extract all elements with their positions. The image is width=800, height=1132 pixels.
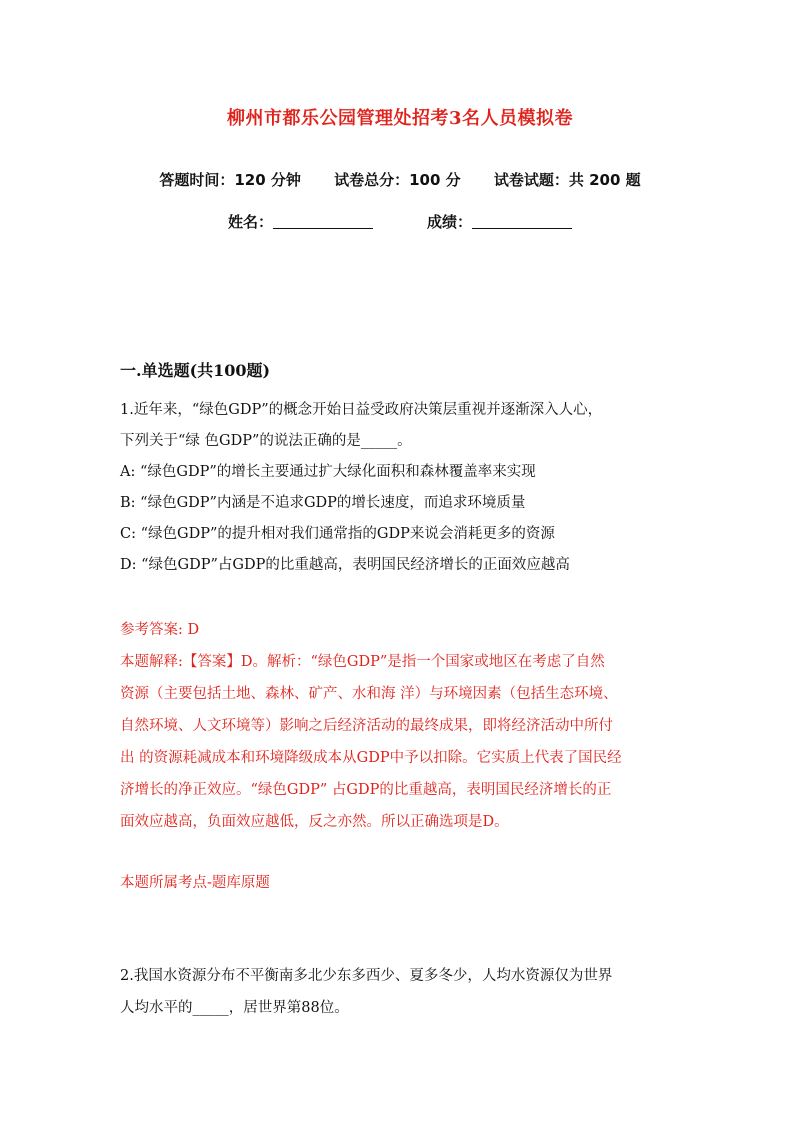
exam-duration: 答题时间：120 分钟	[159, 171, 301, 189]
exam-title: 柳州市都乐公园管理处招考3名人员模拟卷	[226, 108, 574, 129]
name-blank	[273, 214, 373, 229]
question-1-answer: 参考答案: D	[120, 622, 200, 638]
name-label: 姓名：	[227, 213, 273, 231]
question-1-stem-line2: 下列关于“绿 色GDP”的说法正确的是_____。	[120, 433, 412, 449]
question-1-explanation-line: 出 的资源耗减成本和环境降级成本从GDP中予以扣除。它实质上代表了国民经	[120, 750, 622, 766]
name-score-row	[0, 211, 800, 232]
question-1-explanation-line: 济增长的净正效应。“绿色GDP” 占GDP的比重越高，表明国民经济增长的正	[120, 782, 612, 798]
question-1-option-b: B: “绿色GDP”内涵是不追求GDP的增长速度，而追求环境质量	[120, 495, 526, 511]
question-2-stem-line1: 2.我国水资源分布不平衡南多北少东多西少、夏多冬少，人均水资源仅为世界	[120, 968, 613, 984]
score-label: 成绩：	[427, 213, 473, 231]
section-heading: 一.单选题(共100题)	[120, 361, 271, 380]
exam-total-questions: 试卷试题：共 200 题	[493, 171, 641, 189]
question-1-explanation-line: 本题解释:【答案】D。解析：“绿色GDP”是指一个国家或地区在考虑了自然	[120, 654, 605, 670]
question-1-stem-line1: 1.近年来，“绿色GDP”的概念开始日益受政府决策层重视并逐渐深入人心，	[120, 402, 603, 418]
exam-total-score: 试卷总分：100 分	[334, 171, 461, 189]
question-1-explanation-line: 自然环境、人文环境等）影响之后经济活动的最终成果，即将经济活动中所付	[120, 718, 613, 734]
exam-meta	[0, 169, 800, 190]
question-1-option-c: C: “绿色GDP”的提升相对我们通常指的GDP来说会消耗更多的资源	[120, 526, 555, 542]
question-1-explanation-line: 面效应越高，负面效应越低，反之亦然。所以正确选项是D。	[120, 814, 509, 830]
question-1-option-d: D: “绿色GDP”占GDP的比重越高，表明国民经济增长的正面效应越高	[120, 557, 570, 573]
question-1-topic: 本题所属考点-题库原题	[120, 875, 270, 891]
question-1-option-a: A: “绿色GDP”的增长主要通过扩大绿化面积和森林覆盖率来实现	[120, 464, 536, 480]
question-2-stem-line2: 人均水平的_____，居世界第88位。	[120, 1000, 349, 1016]
score-blank	[472, 214, 572, 229]
question-1-explanation-line: 资源（主要包括土地、森林、矿产、水和海 洋）与环境因素（包括生态环境、	[120, 686, 618, 702]
